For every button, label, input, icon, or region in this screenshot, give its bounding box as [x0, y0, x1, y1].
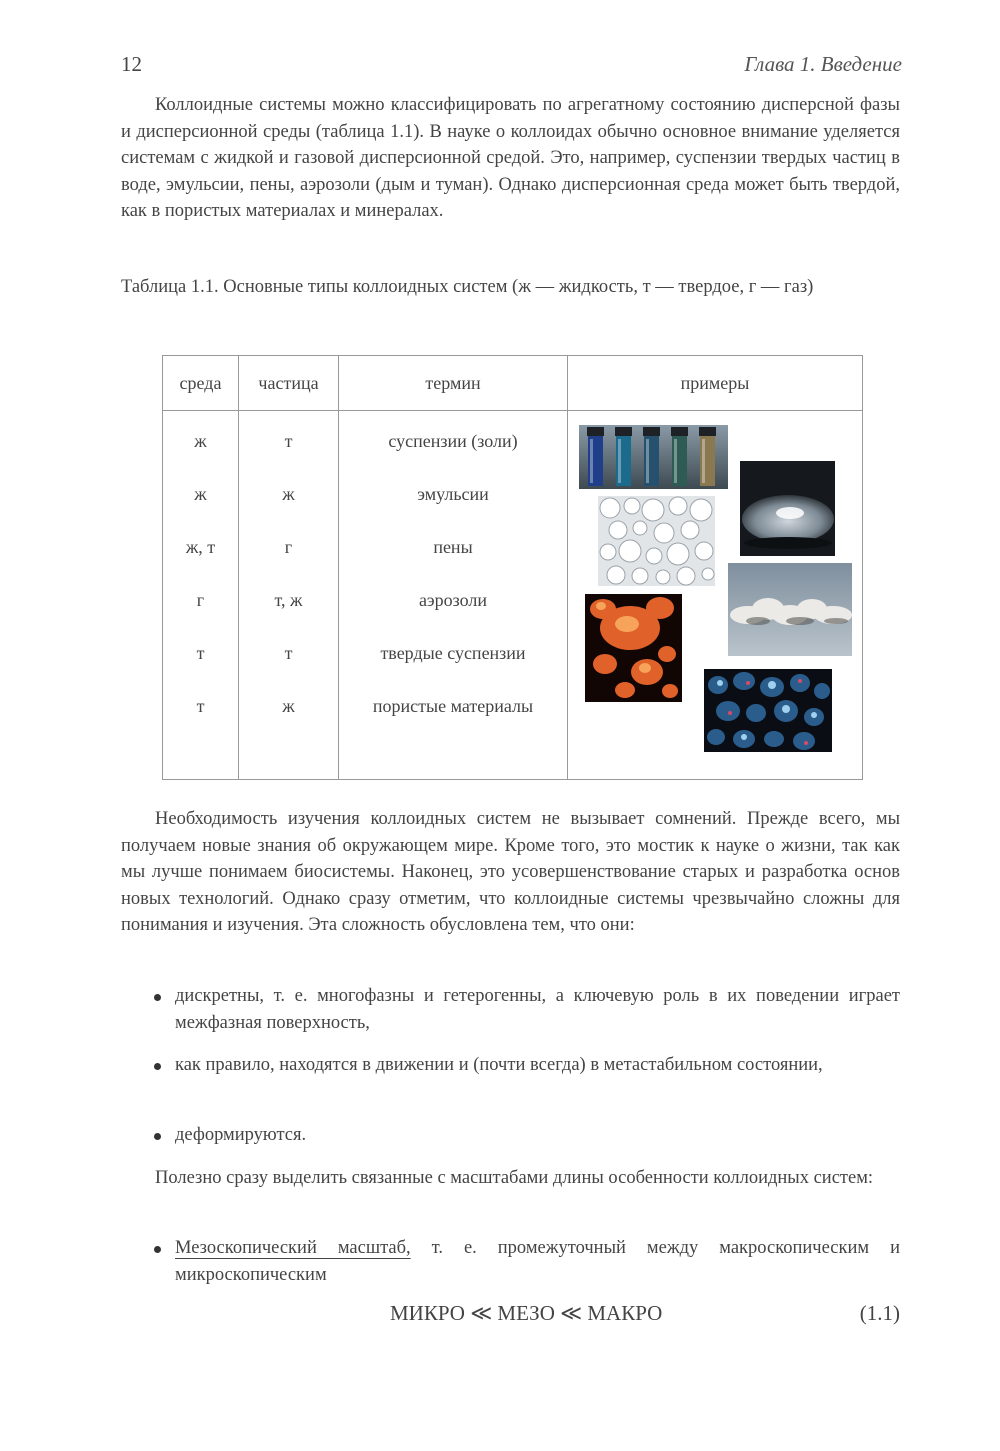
page-number: 12 [121, 52, 142, 76]
particle-column [239, 411, 339, 780]
medium-cell: ж, т [185, 537, 216, 557]
foam-photo [598, 496, 715, 586]
formula: МИКРО ≪ МЕЗО ≪ МАКРО [390, 1301, 663, 1325]
medium-cell: ж [194, 431, 207, 451]
scale-list [121, 1235, 900, 1288]
bullet-icon [154, 994, 161, 1001]
list-item [121, 1235, 900, 1288]
list-item-text: как правило, находятся в движении и (почти всегда) в метастабильном состоянии, [175, 1055, 823, 1075]
list-item-text: дискретны, т. е. многофазны и гетерогенны, а ключевую роль в их поведении играет межфазная поверхность, [175, 986, 900, 1033]
running-header: Глава 1. Введение [744, 52, 902, 76]
header-particle: частица [239, 356, 339, 411]
complexity-list [121, 1052, 900, 1079]
table-header-row [163, 356, 863, 411]
medium-cell: ж [194, 484, 207, 504]
examples-column [568, 411, 863, 780]
list-item-text: т. е. промежуточный между макроскопическим и микроскопическим [175, 1238, 900, 1285]
aerosol-smoke-photo [728, 563, 852, 656]
mesoscopic-term: Мезоскопический масштаб, [175, 1238, 411, 1258]
equation-number: (1.1) [859, 1301, 900, 1325]
header-term: термин [339, 356, 568, 411]
list-item [121, 983, 900, 1036]
particle-cell: т [284, 643, 293, 663]
motivation-paragraph: Необходимость изучения коллоидных систем не вызывает сомнений. Прежде всего, мы получаем новые знания об окружающем мире. Кроме того, это мостик к науке о жизни, так как мы лучше понимаем биосистемы. Наконец, это усовершенствование старых и разработка основ новых технологий. Однако сразу отметим, что коллоидные системы чрезвычайно сложны для понимания и изучения. Эта сложность обусловлена тем, что они: [121, 809, 900, 935]
bullet-icon [154, 1246, 161, 1253]
medium-cell: г [196, 590, 205, 610]
particle-cell: т [284, 431, 293, 451]
term-cell: пены [433, 537, 473, 557]
term-cell: суспензии (золи) [388, 431, 518, 451]
term-cell: пористые материалы [372, 696, 534, 716]
medium-cell: т [196, 696, 205, 716]
medium-cell: т [196, 643, 205, 663]
term-cell: аэрозоли [418, 590, 488, 610]
list-item [121, 1122, 900, 1149]
particle-cell: г [284, 537, 293, 557]
header-medium: среда [163, 356, 239, 411]
particle-cell: т, ж [274, 590, 303, 610]
list-item [121, 1052, 900, 1079]
term-cell: эмульсии [417, 484, 489, 504]
table-caption: Таблица 1.1. Основные типы коллоидных систем (ж — жидкость, т — твердое, г — газ) [121, 277, 814, 297]
complexity-list [121, 983, 900, 1036]
bullet-icon [154, 1133, 161, 1140]
medium-column [163, 411, 239, 780]
colloid-types-table [162, 355, 863, 780]
solid-suspension-photo [585, 594, 682, 702]
scales-paragraph: Полезно сразу выделить связанные с масштабами длины особенности коллоидных систем: [155, 1168, 874, 1188]
emulsion-droplet-photo [740, 461, 835, 556]
bullet-icon [154, 1063, 161, 1070]
term-cell: твердые суспензии [380, 643, 526, 663]
particle-cell: ж [282, 484, 295, 504]
particle-cell: ж [282, 696, 295, 716]
intro-paragraph: Коллоидные системы можно классифицировать по агрегатному состоянию дисперсной фазы и дисперсионной среды (таблица 1.1). В науке о коллоидах обычно основное внимание уделяется системам с жидкой и газовой дисперсионной средой. Это, например, суспензии твердых частиц в воде, эмульсии, пены, аэрозоли (дым и туман). Однако дисперсионная среда может быть твердой, как в пористых материалах и минералах. [121, 95, 900, 221]
porous-opals-photo [704, 669, 832, 752]
complexity-list [121, 1122, 900, 1149]
table-body-row [163, 411, 863, 780]
list-item-text: деформируются. [175, 1125, 307, 1145]
term-column [339, 411, 568, 780]
header-examples: примеры [568, 356, 863, 411]
sol-vials-photo [579, 425, 728, 489]
